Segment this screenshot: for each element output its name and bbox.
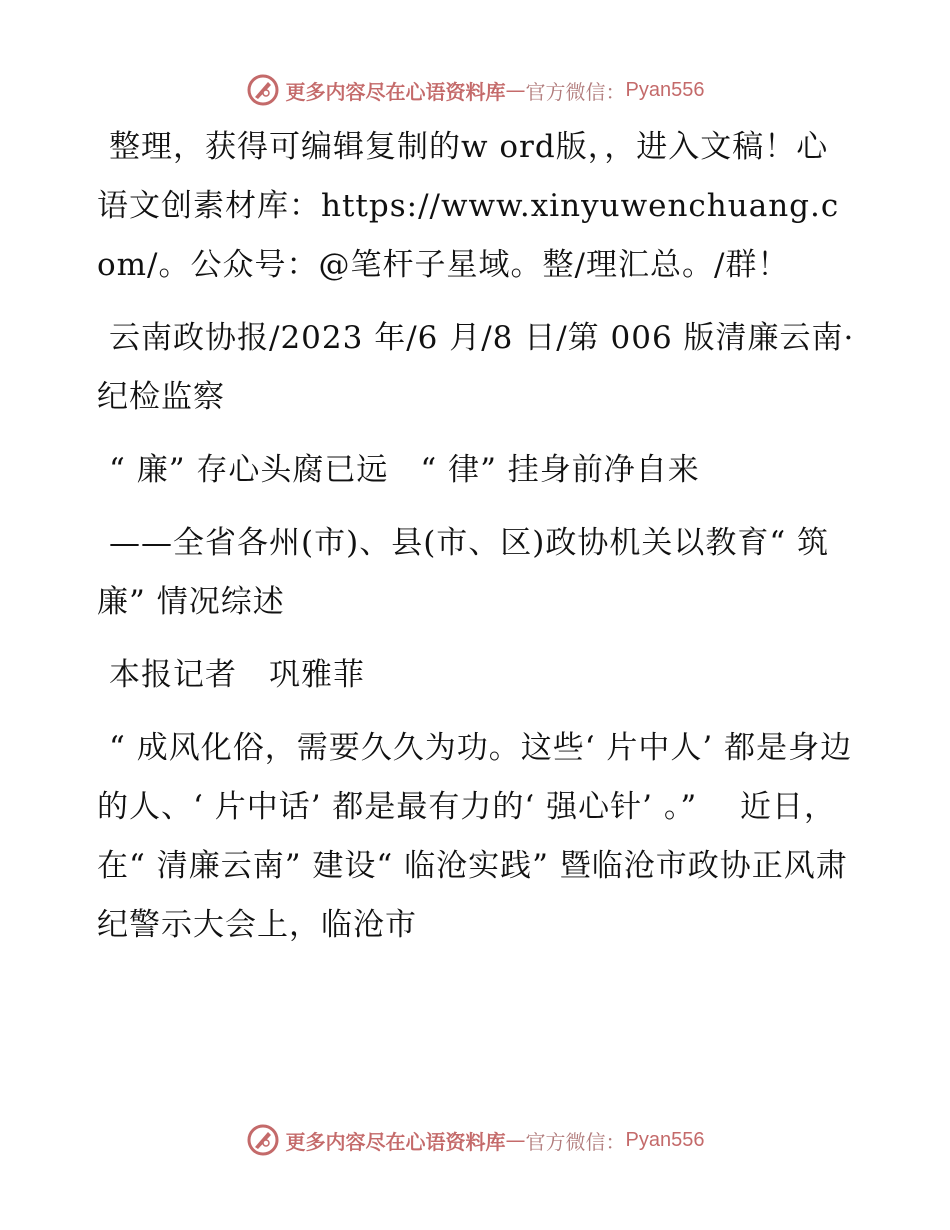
body-paragraph: “ 成风化俗，需要久久为功。这些‘ 片中人’ 都是身边的人、‘ 片中话’ 都是最有力的‘ 强心针’ 。” 近日，在“ 清廉云南” 建设“ 临沧实践” 暨临沧市政协正风肃纪警示大会上，临沧市 — [97, 730, 853, 943]
banner-wechat-id: Pyan556 — [625, 1128, 705, 1151]
document-body — [97, 118, 857, 969]
intro-paragraph: 整理，获得可编辑复制的w ord版，，进入文稿！心语文创素材库：https://www.xinyuwenchuang.com/。公众号：@笔杆子星域。整/理汇总。/群！ — [97, 129, 840, 283]
quill-seal-icon — [246, 73, 280, 107]
footer-watermark-banner — [0, 1120, 950, 1160]
banner-main-text: 更多内容尽在心语资料库 — [285, 79, 506, 104]
banner-official-label: 官方微信： — [525, 79, 626, 104]
source-line: 云南政协报/2023 年/6 月/8 日/第 006 版清廉云南· 纪检监察 — [97, 320, 855, 415]
byline: 本报记者 巩雅菲 — [109, 657, 365, 693]
banner-separator: — — [505, 1128, 526, 1152]
banner-wechat-id: Pyan556 — [625, 78, 705, 101]
banner-separator: — — [505, 78, 526, 102]
article-subtitle: ——全省各州(市)、县(市、区)政协机关以教育“ 筑廉” 情况综述 — [97, 525, 830, 620]
header-watermark-banner — [0, 70, 950, 110]
quill-seal-icon — [246, 1123, 280, 1157]
banner-main-text: 更多内容尽在心语资料库 — [285, 1129, 506, 1154]
banner-official-label: 官方微信： — [525, 1129, 626, 1154]
article-title: “ 廉” 存心头腐已远 “ 律” 挂身前净自来 — [109, 452, 700, 488]
